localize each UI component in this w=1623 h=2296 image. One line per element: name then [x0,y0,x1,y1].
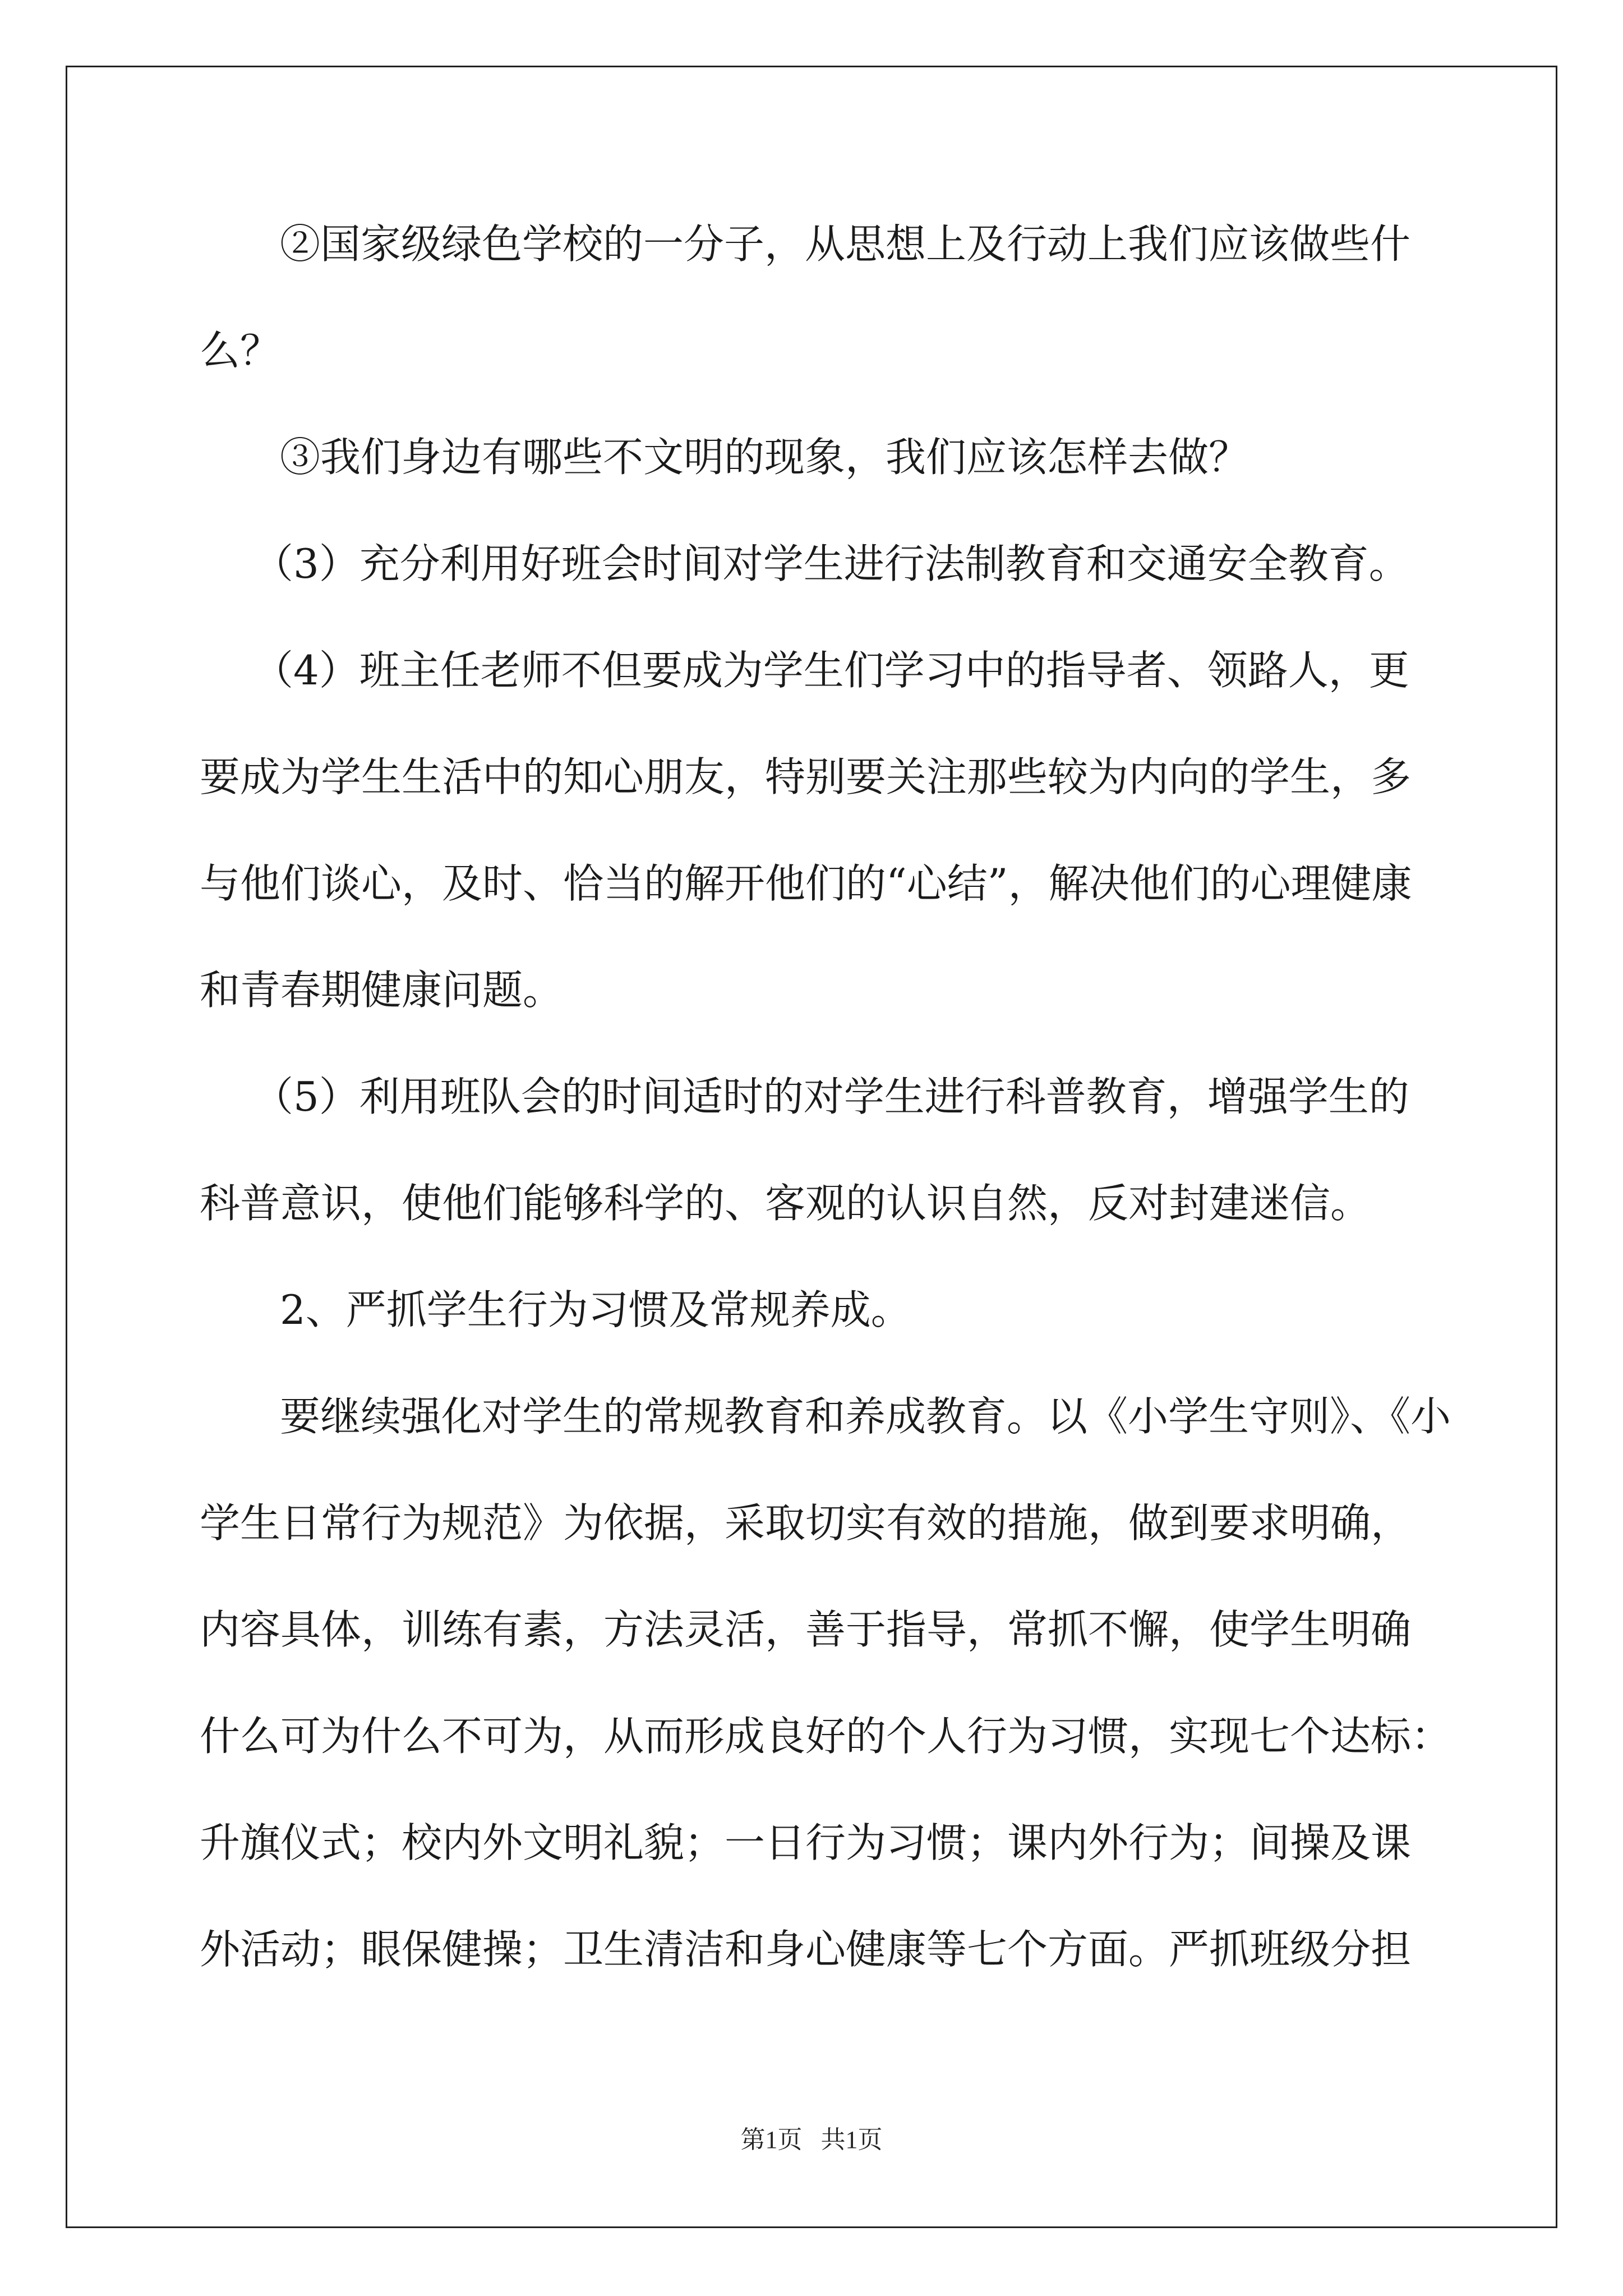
text-line: 要成为学生生活中的知心朋友，特别要关注那些较为内向的学生，多 [200,753,1412,800]
text-line: ②国家级绿色学校的一分子，从思想上及行动上我们应该做些什 [280,220,1411,268]
text-line: 2、严抓学生行为习惯及常规养成。 [280,1286,911,1333]
text-line: （3）充分利用好班会时间对学生进行法制教育和交通安全教育。 [253,540,1409,587]
page-number-footer: 第1页 共1页 [740,2126,883,2154]
page-border [66,66,1557,2228]
text-line: 与他们谈心，及时、恰当的解开他们的“心结”，解决他们的心理健康 [200,860,1412,907]
text-line: 要继续强化对学生的常规教育和养成教育。以《小学生守则》、《小 [280,1393,1451,1440]
text-line: （5）利用班队会的时间适时的对学生进行科普教育，增强学生的 [253,1073,1409,1120]
text-line: 内容具体，训练有素，方法灵活，善于指导，常抓不懈，使学生明确 [200,1606,1412,1653]
text-line: 么？ [200,327,281,374]
text-line: ③我们身边有哪些不文明的现象，我们应该怎样去做？ [280,434,1249,481]
text-line: 升旗仪式；校内外文明礼貌；一日行为习惯；课内外行为；间操及课 [200,1819,1412,1866]
text-line: 学生日常行为规范》为依据，采取切实有效的措施，做到要求明确， [200,1499,1412,1547]
text-line: 外活动；眼保健操；卫生清洁和身心健康等七个方面。严抓班级分担 [200,1926,1412,1973]
text-line: 和青春期健康问题。 [200,967,564,1014]
text-line: 什么可为什么不可为，从而形成良好的个人行为习惯，实现七个达标： [200,1713,1452,1760]
text-line: （4）班主任老师不但要成为学生们学习中的指导者、领路人，更 [253,647,1409,694]
text-line: 科普意识，使他们能够科学的、客观的认识自然，反对封建迷信。 [200,1180,1371,1227]
